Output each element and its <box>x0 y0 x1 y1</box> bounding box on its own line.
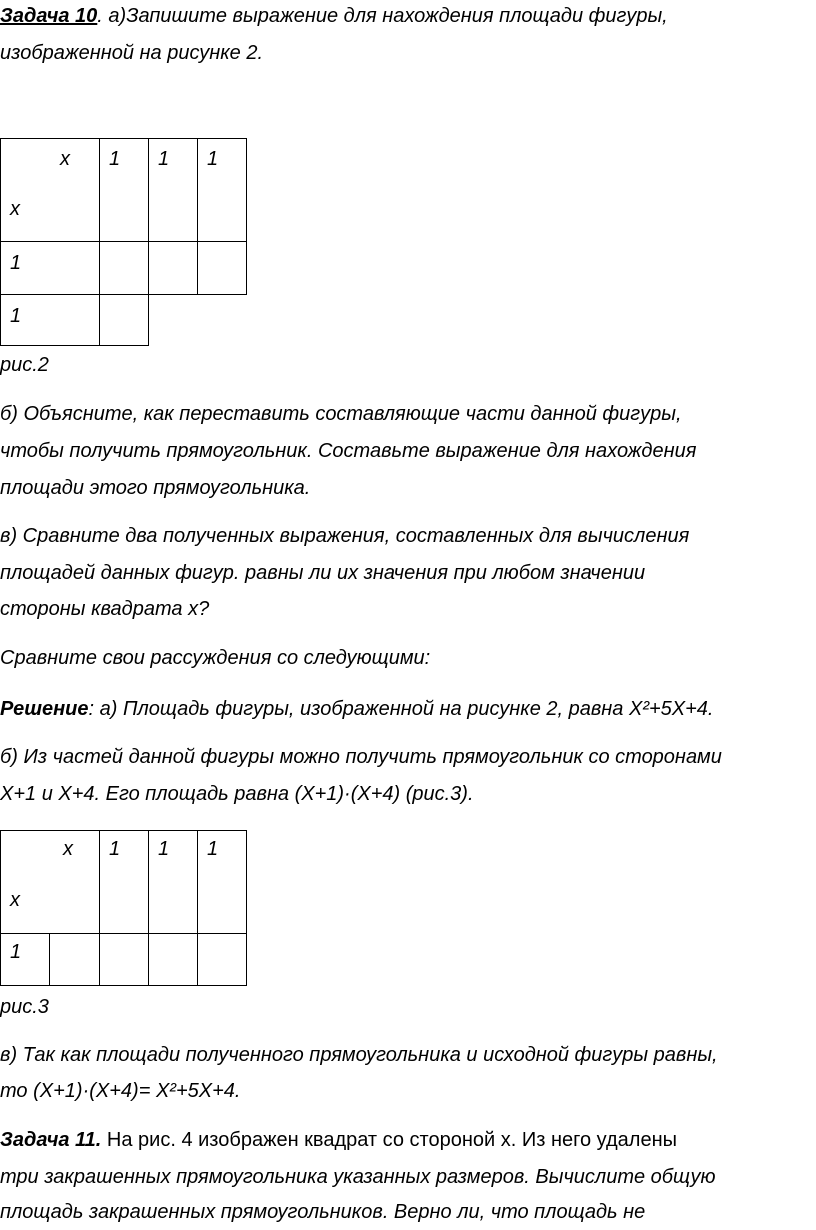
part-b-line2: чтобы получить прямоугольник. Составьте выражение для нахождения <box>0 440 697 462</box>
fig2-caption: рис.2 <box>0 354 49 376</box>
fig3-side-strip <box>1 934 50 986</box>
part-v-line1: в) Сравните два полученных выражения, составленных для вычисления <box>0 525 690 547</box>
fig2-side-x: x <box>10 198 20 220</box>
task11-line3: площадь закрашенных прямоугольников. Верно ли, что площадь не <box>0 1201 646 1223</box>
fig2-side-strip <box>1 295 100 346</box>
fig3-side-x: x <box>10 889 20 911</box>
solution-label: Решение <box>0 698 89 720</box>
fig3-unit-cell <box>100 934 149 986</box>
fig2-top-strip <box>149 139 198 242</box>
part-v2-line1: в) Так как площади полученного прямоугольника и исходной фигуры равны, <box>0 1044 718 1066</box>
fig2-unit-cell <box>149 242 198 295</box>
fig2-top-one: 1 <box>158 148 170 170</box>
fig2-top-one: 1 <box>207 148 219 170</box>
fig3-top-one: 1 <box>109 838 121 860</box>
task10-line1 <box>0 4 668 28</box>
fig2-side-one: 1 <box>10 252 22 274</box>
figure-3-grid <box>0 830 247 986</box>
task11-line2: три закрашенных прямоугольника указанных размеров. Вычислите общую <box>0 1166 716 1188</box>
fig3-side-one: 1 <box>10 941 22 963</box>
fig3-top-x: x <box>63 838 73 860</box>
task10-intro-1: . а)Запишите выражение для нахождения площади фигуры, <box>97 5 668 27</box>
compare-line: Сравните свои рассуждения со следующими: <box>0 647 431 669</box>
task10-label: Задача 10 <box>0 5 98 27</box>
fig3-top-strip <box>198 831 247 934</box>
fig3-unit-cell <box>149 934 198 986</box>
fig2-square-cell <box>1 139 100 242</box>
part-b-line1: б) Объясните, как переставить составляющие части данной фигуры, <box>0 403 682 425</box>
task11-line1-rest: На рис. 4 изображен квадрат со стороной x. Из него удалены <box>101 1129 678 1151</box>
part-v2-line2: то (X+1)·(X+4)= X²+5X+4. <box>0 1080 241 1102</box>
fig3-strip-cell <box>50 934 100 986</box>
solution-a-text: : а) Площадь фигуры, изображенной на рисунке 2, равна X²+5X+4. <box>88 698 714 720</box>
fig2-side-strip <box>1 242 100 295</box>
solution-line-a <box>0 697 713 721</box>
fig2-top-strip <box>100 139 149 242</box>
figure-2-grid <box>0 138 247 346</box>
fig3-square-cell <box>1 831 100 934</box>
fig2-unit-cell <box>198 242 247 295</box>
solution-line-b2: X+1 и X+4. Его площадь равна (X+1)·(X+4) (рис.3). <box>0 783 474 805</box>
fig2-unit-cell <box>100 242 149 295</box>
solution-line-b1: б) Из частей данной фигуры можно получить прямоугольник со сторонами <box>0 746 722 768</box>
task10-line2: изображенной на рисунке 2. <box>0 42 264 64</box>
part-b-line3: площади этого прямоугольника. <box>0 477 311 499</box>
fig3-unit-cell <box>198 934 247 986</box>
fig2-top-strip <box>198 139 247 242</box>
fig2-top-x: x <box>60 148 70 170</box>
fig3-top-one: 1 <box>158 838 170 860</box>
fig3-top-strip <box>149 831 198 934</box>
fig2-top-one: 1 <box>109 148 121 170</box>
fig3-top-strip <box>100 831 149 934</box>
part-v-line2: площадей данных фигур. равны ли их значения при любом значении <box>0 562 646 584</box>
fig2-side-one: 1 <box>10 305 22 327</box>
task11-label: Задача 11. <box>0 1129 102 1151</box>
task11-line1 <box>0 1128 677 1152</box>
fig3-top-one: 1 <box>207 838 219 860</box>
fig3-caption: рис.3 <box>0 996 49 1018</box>
fig2-unit-cell <box>100 295 149 346</box>
part-v-line3: стороны квадрата x? <box>0 598 210 620</box>
